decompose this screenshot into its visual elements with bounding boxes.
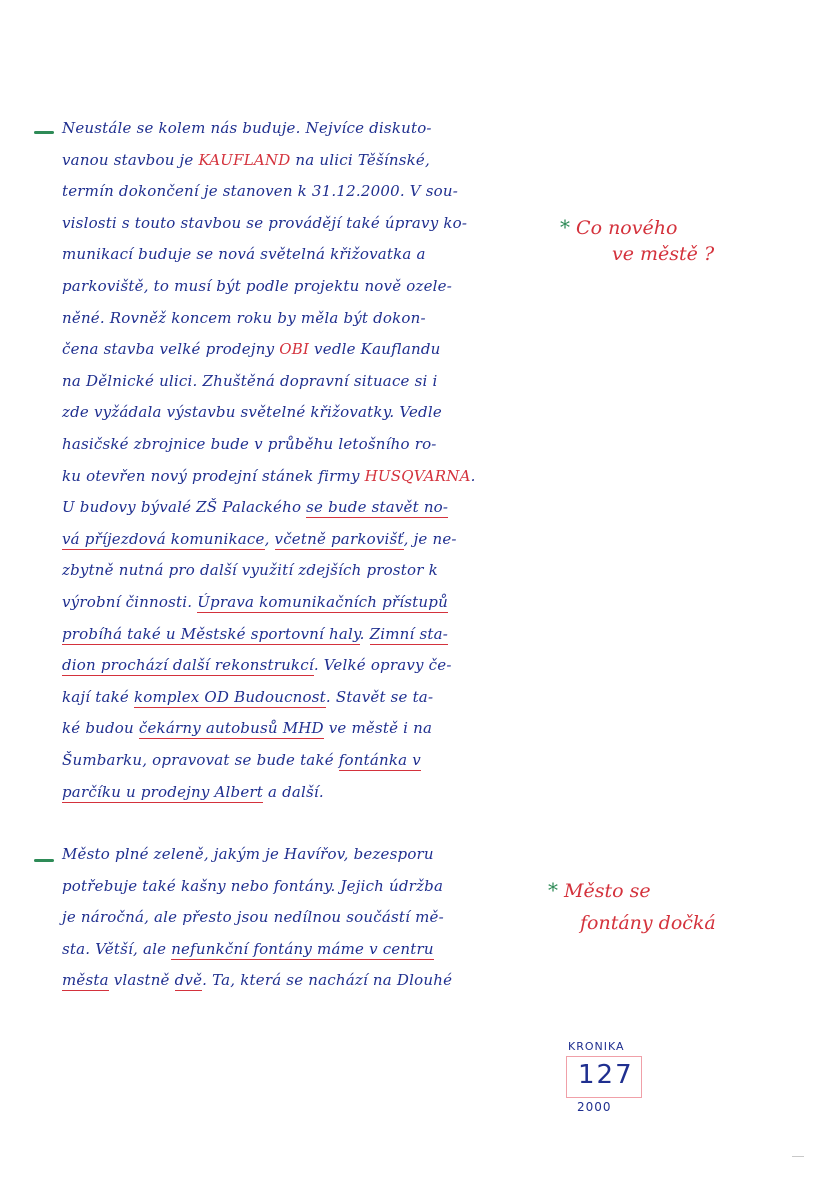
handwritten-line	[62, 783, 324, 813]
line-text: munikací buduje se nová světelná křižovatka a	[62, 245, 426, 264]
margin-note-fountains	[548, 878, 651, 902]
underlined-text: dvě	[174, 971, 203, 989]
margin-note-line: fontány dočká	[580, 912, 716, 934]
line-text: Neustále se kolem nás buduje. Nejvíce diskuto-	[62, 119, 432, 137]
handwritten-line	[62, 719, 432, 749]
margin-note-line: Město se	[564, 880, 651, 902]
chronicle-year: 2000	[577, 1100, 612, 1114]
line-text: na ulici Těšínské,	[290, 150, 430, 169]
line-text: U budovy bývalé ZŠ Palackého	[62, 498, 307, 517]
line-text: vlastně	[108, 971, 175, 989]
handwritten-line	[62, 277, 452, 307]
page-edge-mark	[792, 1156, 804, 1157]
handwritten-line	[62, 877, 443, 907]
line-text: Město plné zeleně, jakým je Havířov, bezesporu	[62, 845, 434, 863]
handwritten-line	[62, 119, 432, 149]
page-number: 127	[578, 1060, 634, 1090]
underlined-text: parčíku u prodejny Albert	[62, 782, 264, 801]
line-text: čena stavba velké prodejny	[62, 340, 280, 359]
handwritten-line	[62, 561, 438, 591]
handwritten-line	[62, 940, 434, 970]
line-text: vislosti s touto stavbou se provádějí také úpravy ko-	[62, 213, 468, 232]
highlighted-name: HUSQVARNA	[364, 466, 471, 485]
handwritten-line	[62, 751, 421, 781]
line-text: něné. Rovněž koncem roku by měla být dokon-	[62, 308, 426, 327]
margin-note-fountains-line2	[580, 912, 716, 934]
line-text: potřebuje také kašny nebo fontány. Jejich údržba	[62, 876, 444, 895]
handwritten-line	[62, 593, 448, 623]
underlined-text: fontánka v	[338, 751, 421, 769]
line-text: ,	[264, 529, 275, 548]
line-text: , je ne-	[403, 529, 457, 548]
handwritten-line	[62, 498, 448, 528]
line-text: termín dokončení je stanoven k 31.12.2000. V sou-	[62, 182, 459, 201]
line-text: . Ta, která se nachází na Dlouhé	[202, 971, 453, 989]
margin-note-line: ve městě ?	[612, 243, 715, 265]
handwritten-line	[62, 372, 437, 402]
line-text: vanou stavbou je	[62, 150, 199, 169]
line-text: .	[470, 466, 476, 485]
handwritten-line	[62, 530, 457, 560]
underlined-text: dion prochází další rekonstrukcí	[62, 656, 314, 675]
line-text: . Stavět se ta-	[325, 687, 434, 706]
line-text: vedle Kauflandu	[309, 340, 441, 359]
underlined-text: se bude stavět no-	[306, 498, 449, 517]
line-text: sta. Větší, ale	[62, 939, 172, 958]
handwritten-line	[62, 151, 430, 181]
handwritten-line	[62, 245, 426, 275]
margin-note-whats-new	[560, 215, 677, 239]
line-text: zde vyžádala výstavbu světelné křižovatky. Vedle	[62, 403, 442, 422]
line-text: kají také	[62, 687, 134, 706]
handwritten-line	[62, 467, 476, 497]
line-text: zbytně nutná pro další využití zdejších prostor k	[62, 561, 438, 580]
line-text: výrobní činnosti.	[62, 593, 198, 611]
underlined-text: čekárny autobusů MHD	[138, 719, 324, 738]
line-text: parkoviště, to musí být podle projektu nově ozele-	[62, 277, 453, 295]
handwritten-line	[62, 340, 440, 370]
underlined-text: Úprava komunikačních přístupů	[197, 593, 448, 611]
line-text: . Velké opravy če-	[313, 656, 452, 675]
handwritten-line	[62, 182, 458, 212]
underlined-text: vá příjezdová komunikace	[62, 529, 265, 548]
handwritten-line	[62, 435, 437, 465]
line-text: ku otevřen nový prodejní stánek firmy	[62, 466, 365, 485]
underlined-text: včetně parkovišť	[274, 529, 404, 548]
chronicle-stamp-label: KRONIKA	[568, 1040, 625, 1053]
line-text: ké budou	[62, 719, 139, 738]
underlined-text: komplex OD Budoucnost	[133, 687, 326, 706]
handwritten-line	[62, 971, 452, 1001]
margin-note-line: Co nového	[576, 217, 678, 239]
highlighted-name: OBI	[279, 340, 310, 359]
highlighted-name: KAUFLAND	[198, 150, 291, 169]
line-text: je náročná, ale přesto jsou nedílnou součástí mě-	[62, 908, 444, 926]
underlined-text: města	[62, 971, 109, 989]
line-text: ve městě i na	[323, 719, 433, 738]
paragraph-bullet-dash	[34, 859, 54, 862]
line-text: .	[359, 624, 370, 643]
handwritten-line	[62, 908, 444, 938]
star-marker-icon: *	[548, 878, 558, 902]
line-text: Šumbarku, opravovat se bude také	[62, 751, 339, 769]
underlined-text: probíhá také u Městské sportovní haly	[62, 624, 360, 643]
handwritten-line	[62, 309, 426, 339]
handwritten-line	[62, 403, 442, 433]
handwritten-line	[62, 214, 467, 244]
handwritten-line	[62, 688, 433, 718]
underlined-text: Zimní sta-	[369, 624, 448, 643]
star-marker-icon: *	[560, 215, 570, 239]
handwritten-line	[62, 845, 434, 875]
line-text: na Dělnické ulici. Zhuštěná dopravní situace si i	[62, 371, 438, 390]
margin-note-whats-new-line2	[612, 243, 714, 265]
underlined-text: nefunkční fontány máme v centru	[171, 939, 434, 958]
paragraph-bullet-dash	[34, 131, 54, 134]
handwritten-line	[62, 656, 452, 686]
handwritten-line	[62, 625, 448, 655]
line-text: hasičské zbrojnice bude v průběhu letošního ro-	[62, 435, 437, 453]
line-text: a další.	[263, 782, 324, 801]
